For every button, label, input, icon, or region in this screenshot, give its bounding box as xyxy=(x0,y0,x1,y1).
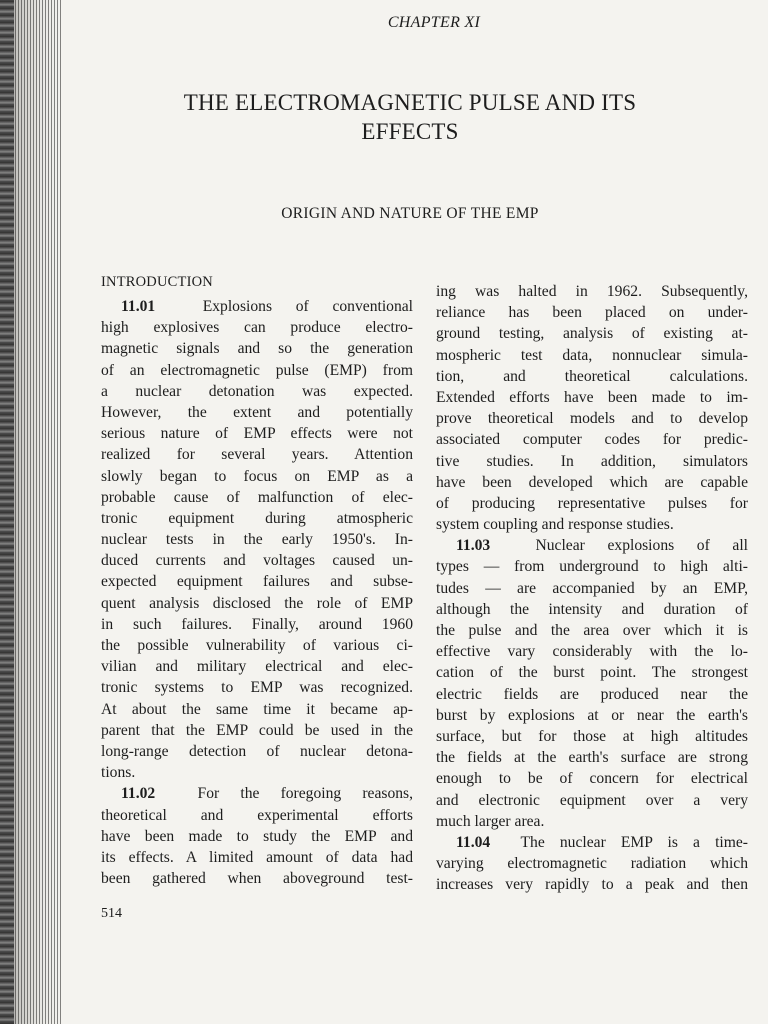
chapter-title xyxy=(110,88,710,146)
text-line: of producing representative pulses for xyxy=(436,494,748,512)
text-line: tronic equipment during atmospheric xyxy=(101,509,413,527)
text-line: increases very rapidly to a peak and then xyxy=(436,876,748,894)
text-line: At about the same time it became ap- xyxy=(101,700,413,718)
paragraph-11-04-first-line xyxy=(436,832,748,853)
book-binding-edge xyxy=(0,0,62,1024)
text-line: tudes — are accompanied by an EMP, xyxy=(436,579,748,597)
text-line: surface, but for those at high altitudes xyxy=(436,727,748,745)
text-line: expected equipment failures and subse- xyxy=(101,573,413,591)
text-line: tion, and theoretical calculations. xyxy=(436,367,748,385)
paragraph-number: 11.04 xyxy=(456,833,491,851)
text-line: the possible vulnerability of various ci- xyxy=(101,637,413,654)
text-line: magnetic signals and so the generation xyxy=(101,340,413,358)
text-line: slowly began to focus on EMP as a xyxy=(101,467,413,485)
text-line: the fields at the earth's surface are strong xyxy=(436,749,748,767)
chapter-heading: CHAPTER XI xyxy=(387,14,481,31)
paragraph-number: 11.01 xyxy=(121,298,156,315)
text-line: reliance has been placed on under- xyxy=(436,304,748,322)
line-text: The nuclear EMP is a time- xyxy=(520,833,748,851)
text-line: burst by explosions at or near the earth's xyxy=(436,706,748,724)
paragraph-number: 11.03 xyxy=(456,537,491,555)
text-line: cation of the burst point. The strongest xyxy=(436,664,748,682)
text-line: ing was halted in 1962. Subsequently, xyxy=(436,283,748,300)
text-line: theoretical and experimental efforts xyxy=(101,806,413,824)
text-line: system coupling and response studies. xyxy=(436,516,674,534)
paragraph-11-03-first-line xyxy=(436,535,748,556)
text-line: tive studies. In addition, simulators xyxy=(436,452,748,470)
line-text: For the foregoing reasons, xyxy=(197,785,414,803)
text-line: a nuclear detonation was expected. xyxy=(101,382,413,400)
text-line: associated computer codes for predic- xyxy=(436,431,748,449)
text-line: its effects. A limited amount of data had xyxy=(101,848,413,866)
text-line: prove theoretical models and to develop xyxy=(436,410,748,428)
text-line: parent that the EMP could be used in the xyxy=(101,721,413,739)
text-line: varying electromagnetic radiation which xyxy=(436,855,748,873)
text-line: Extended efforts have been made to im- xyxy=(436,388,748,406)
text-line: duced currents and voltages caused un- xyxy=(101,552,413,570)
text-line: have been made to study the EMP and xyxy=(101,827,413,845)
text-line: realized for several years. Attention xyxy=(101,446,413,464)
paragraph-number: 11.02 xyxy=(121,785,156,803)
text-line: types — from underground to high alti- xyxy=(436,558,748,576)
text-line: long-range detection of nuclear detona- xyxy=(101,742,413,760)
text-line: enough to be of concern for electrical xyxy=(436,770,748,788)
text-line: and electronic equipment over a very xyxy=(436,791,748,809)
text-line: much larger area. xyxy=(436,812,545,830)
paragraph-11-02-first-line xyxy=(101,783,413,804)
text-line: vilian and military electrical and elec- xyxy=(101,658,413,676)
text-line: been gathered when aboveground test- xyxy=(101,870,413,888)
page-number: 514 xyxy=(101,906,122,921)
left-column xyxy=(101,272,413,889)
paragraph-11-01-first-line xyxy=(101,296,413,317)
text-line: tions. xyxy=(101,764,136,782)
text-line: probable cause of malfunction of elec- xyxy=(101,488,413,506)
chapter-title-line-1: THE ELECTROMAGNETIC PULSE AND ITS xyxy=(183,90,637,115)
text-line: of an electromagnetic pulse (EMP) from xyxy=(101,361,413,379)
intro-heading: INTRODUCTION xyxy=(101,274,213,290)
text-line: nuclear tests in the early 1950's. In- xyxy=(101,531,413,549)
text-line: in such failures. Finally, around 1960 xyxy=(101,615,413,633)
text-line: mospheric test data, nonnuclear simula- xyxy=(436,346,748,364)
text-line: the pulse and the area over which it is xyxy=(436,622,748,639)
text-line: tronic systems to EMP was recognized. xyxy=(101,679,413,697)
text-line: effective vary considerably with the lo- xyxy=(436,643,748,661)
text-line: although the intensity and duration of xyxy=(436,600,748,618)
text-line: serious nature of EMP effects were not xyxy=(101,425,413,443)
text-line: electric fields are produced near the xyxy=(436,685,748,703)
text-line: have been developed which are capable xyxy=(436,473,748,491)
line-text: Nuclear explosions of all xyxy=(535,537,749,555)
line-text: Explosions of conventional xyxy=(202,298,414,315)
section-heading: ORIGIN AND NATURE OF THE EMP xyxy=(281,205,539,222)
chapter-title-line-2: EFFECTS xyxy=(361,119,459,144)
text-line: However, the extent and potentially xyxy=(101,403,413,421)
text-line: ground testing, analysis of existing at- xyxy=(436,325,748,343)
text-line: high explosives can produce electro- xyxy=(101,319,413,337)
right-column xyxy=(436,281,748,895)
text-line: quent analysis disclosed the role of EMP xyxy=(101,594,413,612)
